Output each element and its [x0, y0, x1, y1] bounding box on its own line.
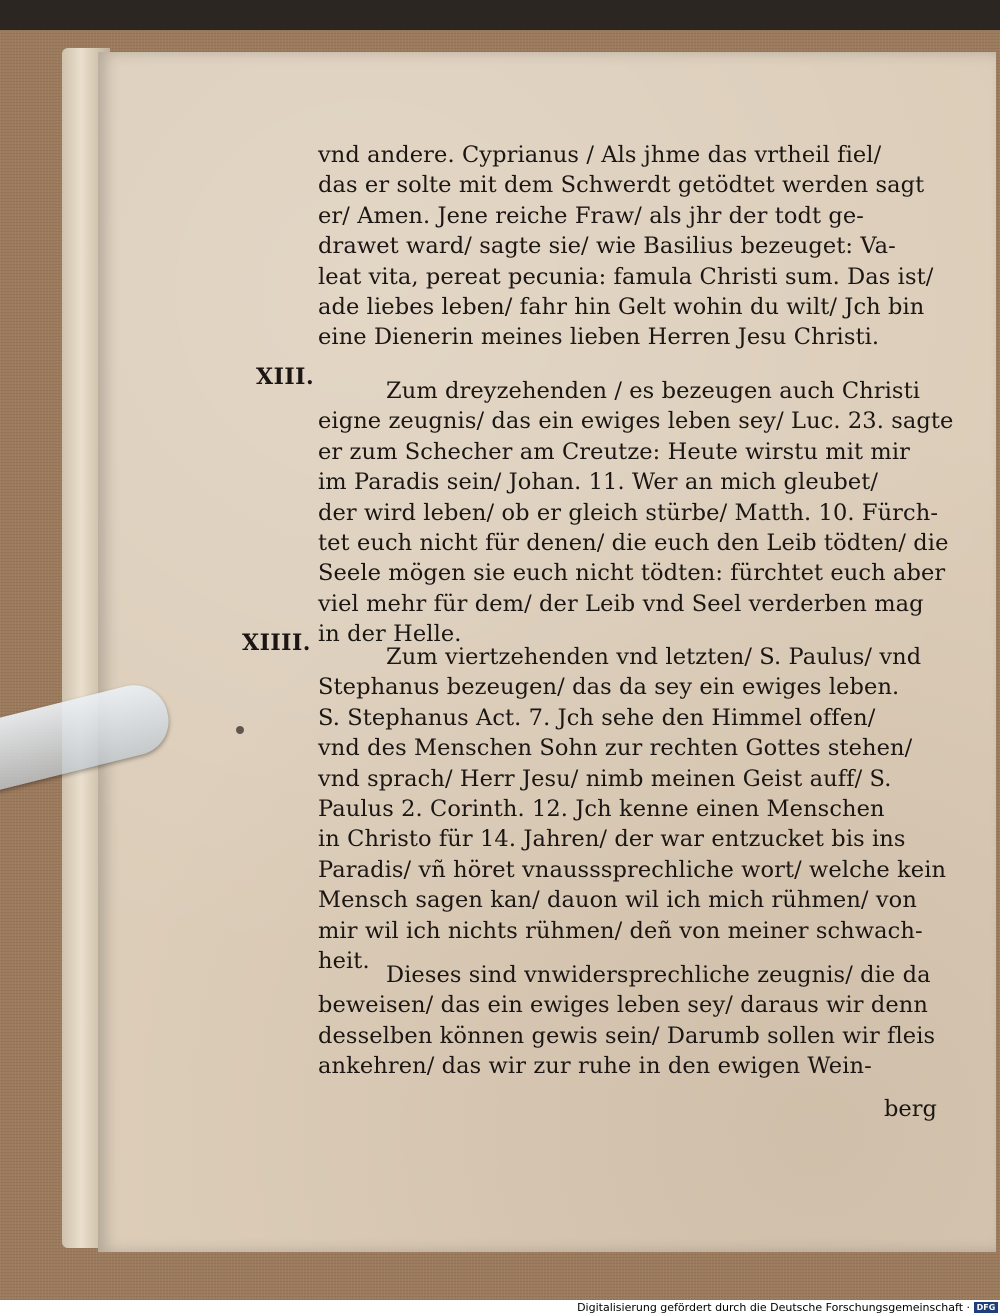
- text-line: er/ Amen. Jene reiche Fraw/ als jhr der todt ge-: [318, 202, 865, 229]
- text-line: eine Dienerin meines lieben Herren Jesu Christi.: [318, 324, 880, 351]
- text-line: er zum Schecher am Creutze: Heute wirstu mit mir: [318, 438, 911, 465]
- text-line: das er solte mit dem Schwerdt getödtet werden sagt: [318, 172, 925, 199]
- text-line: Zum viertzehenden vnd letzten/ S. Paulus/ vnd: [386, 644, 922, 670]
- text-line: der wird leben/ ob er gleich stürbe/ Matth. 10. Fürch-: [318, 499, 939, 526]
- text-line: desselben können gewis sein/ Darumb sollen wir fleis: [318, 1022, 936, 1049]
- text-line: beweisen/ das ein ewiges leben sey/ daraus wir denn: [318, 992, 928, 1019]
- dfg-logo-icon: DFG: [974, 1302, 998, 1313]
- text-line: viel mehr für dem/ der Leib vnd Seel verderben mag: [318, 590, 924, 617]
- section-marker-xiii: XIII.: [256, 364, 315, 390]
- footer-credit: Digitalisierung gefördert durch die Deutsche Forschungsgemeinschaft ·: [577, 1301, 970, 1314]
- text-line: vnd sprach/ Herr Jesu/ nimb meinen Geist auff/ S.: [318, 765, 892, 792]
- text-line: heit.: [318, 948, 370, 975]
- text-line: tet euch nicht für denen/ die euch den Leib tödten/ die: [318, 530, 949, 557]
- text-line: mir wil ich nichts rühmen/ deñ von meiner schwach-: [318, 917, 923, 944]
- text-line: Stephanus bezeugen/ das da sey ein ewiges leben.: [318, 674, 900, 701]
- text-line: vnd andere. Cyprianus / Als jhme das vrtheil fiel/: [318, 142, 882, 168]
- paragraph-3: [318, 642, 958, 976]
- text-line: eigne zeugnis/ das ein ewiges leben sey/ Luc. 23. sagte: [318, 408, 954, 435]
- text-line: Seele mögen sie euch nicht tödten: fürchtet euch aber: [318, 560, 946, 587]
- text-line: vnd des Menschen Sohn zur rechten Gottes stehen/: [318, 735, 913, 762]
- text-line: S. Stephanus Act. 7. Jch sehe den Himmel offen/: [318, 704, 876, 731]
- text-line: Zum dreyzehenden / es bezeugen auch Christi: [386, 378, 921, 404]
- text-line: Dieses sind vnwidersprechliche zeugnis/ die da: [386, 962, 931, 988]
- ink-spot: [236, 726, 244, 734]
- text-line: in der Helle.: [318, 621, 462, 648]
- paragraph-2: [318, 376, 958, 650]
- text-line: ankehren/ das wir zur ruhe in den ewigen Wein-: [318, 1053, 872, 1080]
- text-line: ade liebes leben/ fahr hin Gelt wohin du wilt/ Jch bin: [318, 294, 925, 321]
- text-line: Paulus 2. Corinth. 12. Jch kenne einen Menschen: [318, 796, 885, 823]
- text-line: leat vita, pereat pecunia: famula Christi sum. Das ist/: [318, 263, 934, 290]
- text-line: Mensch sagen kan/ dauon wil ich mich rühmen/ von: [318, 887, 917, 914]
- paragraph-1: [318, 140, 958, 353]
- catchword: berg: [884, 1096, 937, 1122]
- section-marker-xiiii: XIIII.: [242, 630, 311, 656]
- footer-bar: [0, 1300, 1000, 1316]
- paragraph-4: [318, 960, 958, 1082]
- text-line: im Paradis sein/ Johan. 11. Wer an mich gleubet/: [318, 469, 879, 496]
- text-line: drawet ward/ sagte sie/ wie Basilius bezeuget: Va-: [318, 233, 896, 260]
- text-line: in Christo für 14. Jahren/ der war entzucket bis ins: [318, 826, 906, 853]
- text-line: Paradis/ vñ höret vnausssprechliche wort/ welche kein: [318, 856, 947, 883]
